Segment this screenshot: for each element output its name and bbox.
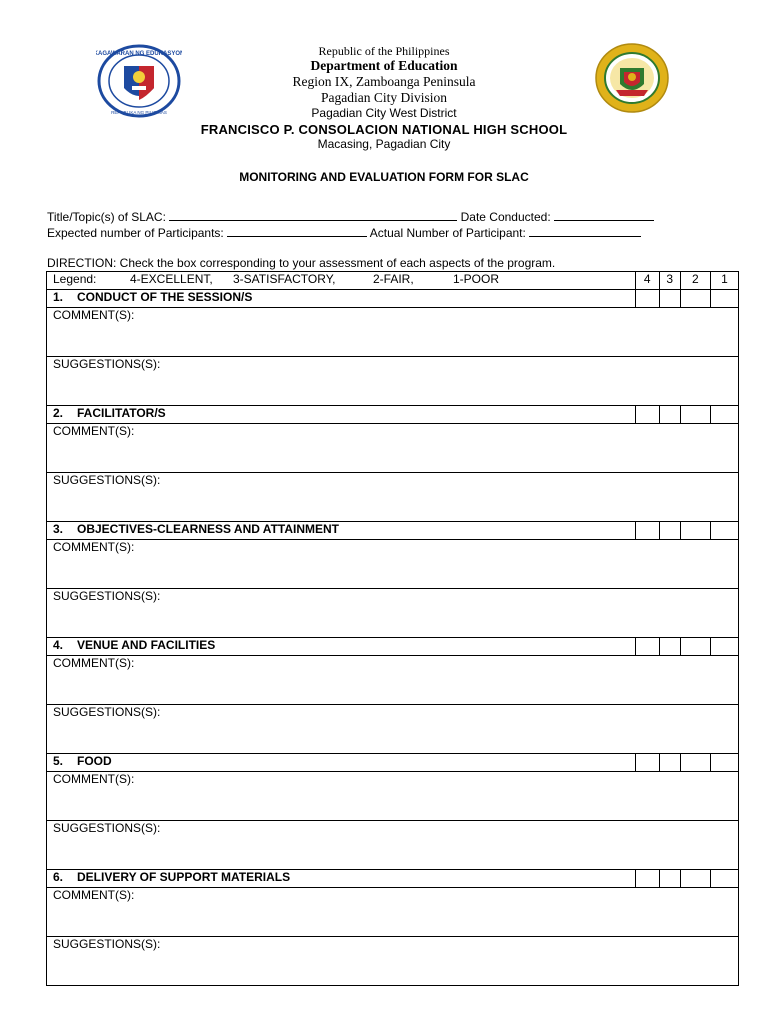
score-box-4[interactable] xyxy=(635,290,659,308)
participants-row xyxy=(47,224,641,240)
score-box-2[interactable] xyxy=(680,754,710,772)
criterion-label xyxy=(47,870,636,888)
score-box-1[interactable] xyxy=(710,638,738,656)
comment-row xyxy=(47,308,739,357)
suggestion-box[interactable] xyxy=(47,357,739,406)
score-header-2: 2 xyxy=(680,272,710,290)
criterion-text: CONDUCT OF THE SESSION/S xyxy=(77,290,253,304)
legend-row xyxy=(47,272,739,290)
actual-participants-label: Actual Number of Participant: xyxy=(369,226,526,240)
criterion-number: 5. xyxy=(53,754,64,768)
actual-participants-field[interactable] xyxy=(529,224,641,237)
criterion-row xyxy=(47,638,739,656)
suggestion-label: SUGGESTIONS(S): xyxy=(53,937,161,951)
criterion-label xyxy=(47,406,636,424)
score-box-1[interactable] xyxy=(710,870,738,888)
legend-cell xyxy=(47,272,636,290)
comment-label: COMMENT(S): xyxy=(53,656,135,670)
score-box-1[interactable] xyxy=(710,754,738,772)
suggestion-label: SUGGESTIONS(S): xyxy=(53,705,161,719)
form-title: MONITORING AND EVALUATION FORM FOR SLAC xyxy=(239,170,529,184)
suggestion-row xyxy=(47,473,739,522)
comment-row xyxy=(47,888,739,937)
score-box-2[interactable] xyxy=(680,290,710,308)
direction-text: DIRECTION: Check the box corresponding to your assessment of each aspects of the program. xyxy=(47,256,556,270)
svg-text:REPUBLIKA NG PILIPINAS: REPUBLIKA NG PILIPINAS xyxy=(111,110,167,115)
republic-line: Republic of the Philippines xyxy=(318,44,450,58)
criterion-row xyxy=(47,870,739,888)
suggestion-box[interactable] xyxy=(47,473,739,522)
criterion-text: FACILITATOR/S xyxy=(77,406,166,420)
criterion-number: 6. xyxy=(53,870,64,884)
score-header-4: 4 xyxy=(635,272,659,290)
suggestion-row xyxy=(47,357,739,406)
criterion-text: VENUE AND FACILITIES xyxy=(77,638,216,652)
suggestion-row xyxy=(47,589,739,638)
criterion-number: 3. xyxy=(53,522,64,536)
comment-box[interactable] xyxy=(47,540,739,589)
criterion-number: 4. xyxy=(53,638,64,652)
score-box-3[interactable] xyxy=(659,522,680,540)
score-box-4[interactable] xyxy=(635,754,659,772)
department-line: Department of Education xyxy=(310,58,458,73)
criterion-row xyxy=(47,754,739,772)
comment-box[interactable] xyxy=(47,424,739,473)
comment-label: COMMENT(S): xyxy=(53,888,135,902)
school-name: FRANCISCO P. CONSOLACION NATIONAL HIGH SCHOOL xyxy=(200,122,568,137)
score-box-4[interactable] xyxy=(635,638,659,656)
criterion-row xyxy=(47,522,739,540)
suggestion-box[interactable] xyxy=(47,821,739,870)
score-box-4[interactable] xyxy=(635,870,659,888)
criterion-text: FOOD xyxy=(77,754,112,768)
score-box-2[interactable] xyxy=(680,870,710,888)
legend-item: 4-EXCELLENT, xyxy=(130,272,213,286)
criterion-number: 1. xyxy=(53,290,64,304)
legend-label: Legend: xyxy=(53,272,97,286)
legend-item: 2-FAIR, xyxy=(373,272,414,286)
title-topic-label: Title/Topic(s) of SLAC: xyxy=(47,210,166,224)
suggestion-row xyxy=(47,937,739,986)
score-box-1[interactable] xyxy=(710,522,738,540)
suggestion-box[interactable] xyxy=(47,937,739,986)
suggestion-label: SUGGESTIONS(S): xyxy=(53,821,161,835)
expected-participants-label: Expected number of Participants: xyxy=(47,226,224,240)
date-conducted-label: Date Conducted: xyxy=(460,210,551,224)
score-box-3[interactable] xyxy=(659,290,680,308)
comment-box[interactable] xyxy=(47,888,739,937)
criterion-row xyxy=(47,406,739,424)
criterion-label xyxy=(47,754,636,772)
suggestion-box[interactable] xyxy=(47,589,739,638)
score-box-2[interactable] xyxy=(680,638,710,656)
comment-box[interactable] xyxy=(47,308,739,357)
score-box-3[interactable] xyxy=(659,754,680,772)
suggestion-label: SUGGESTIONS(S): xyxy=(53,589,161,603)
criterion-row xyxy=(47,290,739,308)
score-header-1: 1 xyxy=(710,272,738,290)
region-line: Region IX, Zamboanga Peninsula xyxy=(292,74,476,89)
score-box-3[interactable] xyxy=(659,870,680,888)
title-topic-field[interactable] xyxy=(169,208,457,221)
comment-row xyxy=(47,540,739,589)
score-box-4[interactable] xyxy=(635,522,659,540)
comment-row xyxy=(47,656,739,705)
score-box-2[interactable] xyxy=(680,522,710,540)
division-line: Pagadian City Division xyxy=(321,90,447,105)
district-line: Pagadian City West District xyxy=(311,106,457,120)
date-conducted-field[interactable] xyxy=(554,208,654,221)
criterion-label xyxy=(47,522,636,540)
criterion-label xyxy=(47,290,636,308)
score-box-1[interactable] xyxy=(710,290,738,308)
legend-item: 3-SATISFACTORY, xyxy=(233,272,336,286)
score-box-3[interactable] xyxy=(659,638,680,656)
score-box-1[interactable] xyxy=(710,406,738,424)
suggestion-row xyxy=(47,705,739,754)
comment-row xyxy=(47,772,739,821)
svg-text:KAGAWARAN NG EDUKASYON: KAGAWARAN NG EDUKASYON xyxy=(96,51,182,57)
comment-label: COMMENT(S): xyxy=(53,540,135,554)
comment-label: COMMENT(S): xyxy=(53,308,135,322)
legend-item: 1-POOR xyxy=(453,272,500,286)
suggestion-box[interactable] xyxy=(47,705,739,754)
comment-label: COMMENT(S): xyxy=(53,424,135,438)
suggestion-label: SUGGESTIONS(S): xyxy=(53,357,161,371)
criterion-text: OBJECTIVES-CLEARNESS AND ATTAINMENT xyxy=(77,522,340,536)
criterion-label xyxy=(47,638,636,656)
school-location: Macasing, Pagadian City xyxy=(317,137,451,151)
suggestion-row xyxy=(47,821,739,870)
score-box-3[interactable] xyxy=(659,406,680,424)
suggestion-label: SUGGESTIONS(S): xyxy=(53,473,161,487)
comment-box[interactable] xyxy=(47,656,739,705)
criterion-text: DELIVERY OF SUPPORT MATERIALS xyxy=(77,870,291,884)
criterion-number: 2. xyxy=(53,406,64,420)
score-box-2[interactable] xyxy=(680,406,710,424)
score-box-4[interactable] xyxy=(635,406,659,424)
score-header-3: 3 xyxy=(659,272,680,290)
comment-box[interactable] xyxy=(47,772,739,821)
expected-participants-field[interactable] xyxy=(227,224,367,237)
comment-row xyxy=(47,424,739,473)
evaluation-table xyxy=(46,271,739,986)
title-topic-row xyxy=(47,208,654,224)
comment-label: COMMENT(S): xyxy=(53,772,135,786)
